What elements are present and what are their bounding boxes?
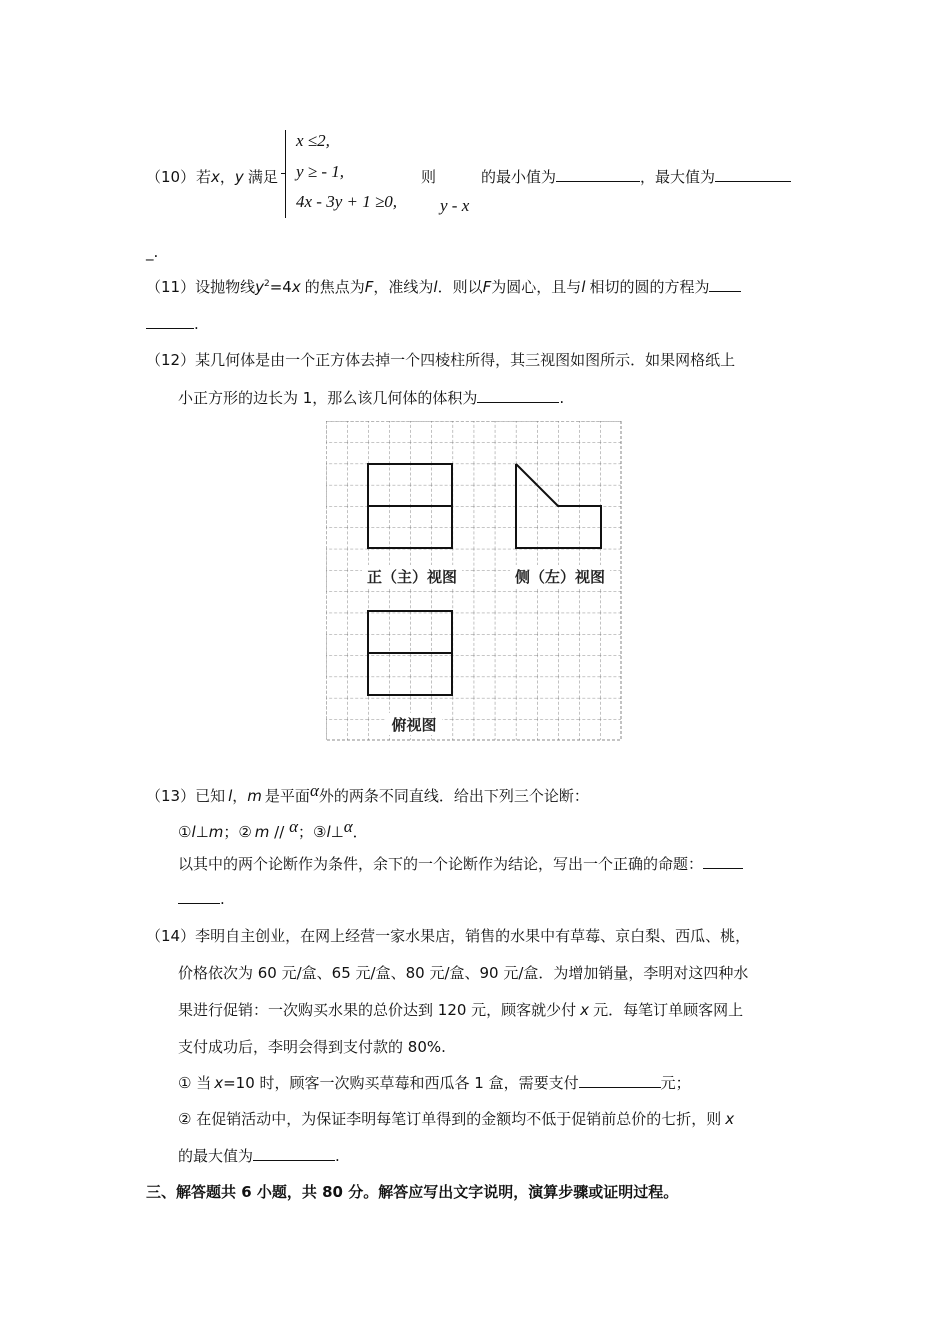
answer-blank[interactable] bbox=[556, 167, 640, 182]
q14-text: 果进行促销：一次购买水果的总价达到 120 元，顾客就少付 bbox=[178, 1001, 577, 1019]
q14-part2 bbox=[178, 1108, 734, 1129]
q14-text: 的最大值为 bbox=[178, 1147, 254, 1165]
q11-text: 为圆心，且与 bbox=[491, 278, 582, 296]
var-m: m bbox=[208, 823, 224, 841]
section-heading: 三、解答题共 6 小题，共 80 分。解答应写出文字说明，演算步骤或证明过程。 bbox=[146, 1183, 679, 1201]
var-x: x bbox=[214, 1074, 224, 1092]
q10-text: 若 bbox=[196, 168, 212, 186]
q14-text: 元．每笔订单顾客网上 bbox=[593, 1001, 744, 1019]
q14-text: ① 当 bbox=[178, 1074, 212, 1092]
var-l: l bbox=[326, 823, 331, 841]
var-y: y bbox=[234, 168, 244, 186]
q10-then: 则 bbox=[421, 168, 437, 186]
q13-line2 bbox=[178, 817, 368, 842]
stmt-end: ． bbox=[352, 823, 368, 841]
q12-number: （12） bbox=[146, 351, 196, 369]
q13-text: 外的两条不同直线．给出下列三个论断： bbox=[318, 787, 589, 805]
q10-tail: _. bbox=[146, 243, 159, 261]
objective-expr: y - x bbox=[440, 196, 470, 215]
q13-text: ， bbox=[232, 787, 248, 805]
q11-number: （11） bbox=[146, 278, 196, 296]
q13-text: 已知 bbox=[195, 787, 226, 805]
answer-blank[interactable] bbox=[253, 1146, 335, 1161]
q14-text: 元； bbox=[660, 1074, 691, 1092]
q11-line bbox=[146, 276, 741, 297]
q13-tail: . bbox=[220, 890, 225, 908]
max-label: ，最大值为 bbox=[640, 168, 716, 186]
stmt-2: ；② bbox=[223, 823, 252, 841]
q10-number: （10） bbox=[146, 168, 196, 186]
var-alpha: α bbox=[343, 817, 353, 836]
q11-text: ．则以 bbox=[437, 278, 483, 296]
q13-text: 是平面 bbox=[264, 787, 310, 805]
q10-sep: ， bbox=[219, 168, 235, 186]
q11-line2 bbox=[146, 314, 199, 333]
perp-symbol: ⊥ bbox=[195, 823, 209, 841]
var-F: F bbox=[482, 278, 492, 296]
q12-line2 bbox=[178, 387, 564, 408]
answer-blank[interactable] bbox=[477, 388, 559, 403]
q10-text: 满足 bbox=[247, 168, 278, 186]
q14-part2-end bbox=[178, 1145, 340, 1166]
q11-text: =4 bbox=[269, 278, 292, 296]
answer-blank[interactable] bbox=[146, 314, 194, 329]
q10-stem bbox=[196, 166, 278, 187]
stmt-1: ① bbox=[178, 823, 192, 841]
var-alpha: α bbox=[289, 817, 298, 836]
var-l: l bbox=[228, 787, 233, 805]
q13-line4 bbox=[178, 889, 225, 908]
parallel-symbol: // bbox=[269, 823, 290, 841]
q14-part1 bbox=[178, 1072, 691, 1093]
q14-line2: 价格依次为 60 元/盒、65 元/盒、80 元/盒、90 元/盒．为增加销量，李明对这四种水 bbox=[178, 964, 749, 982]
q14-text: =10 时，顾客一次购买草莓和西瓜各 1 盒，需要支付 bbox=[223, 1074, 579, 1092]
q11-text: 的焦点为 bbox=[304, 278, 365, 296]
q14-line3 bbox=[178, 999, 743, 1020]
q13-line1 bbox=[146, 781, 589, 806]
q14-line4: 支付成功后，李明会得到支付款的 80%. bbox=[178, 1038, 446, 1056]
condition-3: 4x - 3y + 1 ≥0, bbox=[296, 192, 398, 211]
q10-min bbox=[481, 166, 791, 187]
stmt-3: ；③ bbox=[298, 823, 327, 841]
q11-tail: . bbox=[194, 315, 199, 333]
q14-text: 李明自主创业，在网上经营一家水果店，销售的水果中有草莓、京白梨、西瓜、桃， bbox=[195, 927, 751, 945]
q14-number: （14） bbox=[146, 927, 196, 945]
var-m: m bbox=[254, 823, 270, 841]
var-x: x bbox=[211, 168, 220, 186]
q13-line3 bbox=[178, 853, 743, 874]
var-l: l bbox=[433, 278, 438, 296]
side-view-label: 侧（左）视图 bbox=[514, 570, 606, 586]
q11-text: 设抛物线 bbox=[195, 278, 256, 296]
q11-text: 相切的圆的方程为 bbox=[589, 278, 710, 296]
var-F: F bbox=[364, 278, 374, 296]
answer-blank[interactable] bbox=[178, 889, 220, 904]
var-x: x bbox=[580, 1001, 590, 1019]
q11-text: ，准线为 bbox=[373, 278, 434, 296]
min-label: 的最小值为 bbox=[481, 168, 557, 186]
var-l: l bbox=[581, 278, 586, 296]
var-m: m bbox=[247, 787, 262, 805]
q14-line1 bbox=[146, 925, 750, 946]
answer-blank[interactable] bbox=[703, 854, 743, 869]
answer-blank[interactable] bbox=[709, 277, 741, 292]
answer-blank[interactable] bbox=[579, 1073, 661, 1088]
three-view-figure bbox=[326, 421, 622, 741]
q12-line1 bbox=[146, 349, 735, 370]
var-x: x bbox=[725, 1110, 735, 1128]
condition-2: y ≥ - 1, bbox=[296, 162, 345, 181]
condition-1: x ≤2, bbox=[296, 131, 330, 150]
q14-text: ② 在促销活动中，为保证李明每笔订单得到的金额均不低于促销前总价的七折，则 bbox=[178, 1110, 722, 1128]
system-brace bbox=[285, 130, 294, 218]
q12-text: 某几何体是由一个正方体去掉一个四棱柱所得，其三视图如图所示．如果网格纸上 bbox=[195, 351, 736, 369]
var-alpha: α bbox=[309, 781, 319, 800]
answer-blank[interactable] bbox=[715, 167, 791, 182]
var-y: y bbox=[255, 278, 264, 296]
q13-number: （13） bbox=[146, 787, 196, 805]
top-view-label: 俯视图 bbox=[391, 718, 437, 734]
var-l: l bbox=[191, 823, 196, 841]
q12-tail: . bbox=[559, 389, 565, 407]
q13-text: 以其中的两个论断作为条件，余下的一个论断作为结论，写出一个正确的命题： bbox=[178, 855, 704, 873]
q14-text: . bbox=[335, 1147, 340, 1165]
exponent: 2 bbox=[264, 279, 270, 289]
q12-text: 小正方形的边长为 1，那么该几何体的体积为 bbox=[178, 389, 478, 407]
var-x: x bbox=[291, 278, 301, 296]
front-view-label: 正（主）视图 bbox=[366, 570, 458, 586]
perp-symbol: ⊥ bbox=[330, 823, 344, 841]
